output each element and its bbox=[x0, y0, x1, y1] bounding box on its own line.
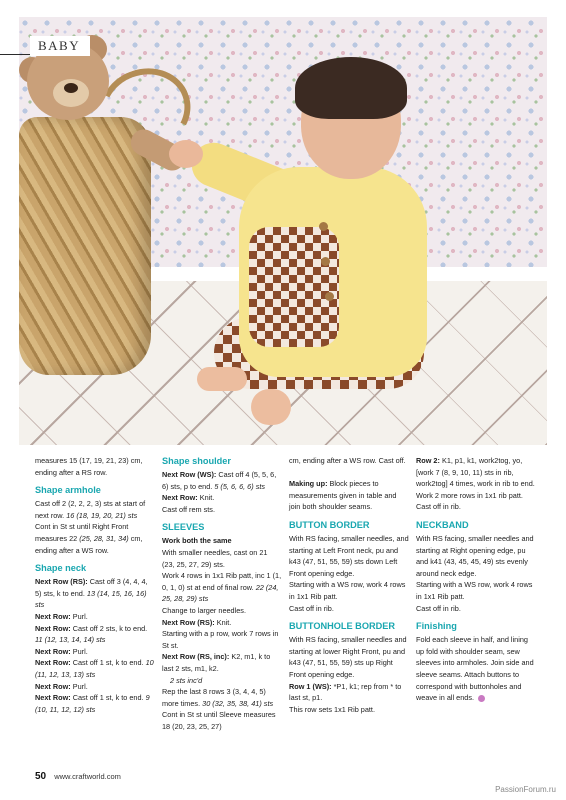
baby-foot bbox=[251, 389, 291, 425]
paragraph: Making up: Block pieces to measurements given in table and join both shoulder seams. bbox=[289, 479, 397, 512]
heading-finishing: Finishing bbox=[416, 621, 457, 632]
paragraph: cm, ending after a WS row. Cast off. bbox=[289, 456, 406, 465]
heading-shape-neck: Shape neck bbox=[35, 563, 87, 574]
page-footer bbox=[35, 771, 121, 782]
paragraph: Fold each sleeve in half, and lining up fold with shoulder seam, sew sleeves into armholes. Join side and sleeve seams. Attach buttons to correspond with buttonholes and weave in all ends. bbox=[416, 635, 534, 703]
paragraph: Cast off rem sts. bbox=[162, 504, 215, 514]
checkered-romper bbox=[249, 227, 339, 347]
paragraph: With smaller needles, cast on 21 (23, 25, 27, 29) sts. bbox=[162, 547, 268, 569]
heading-shape-shoulder: Shape shoulder bbox=[162, 456, 231, 466]
end-bullet-icon bbox=[478, 695, 485, 702]
heading-sleeves: SLEEVES bbox=[162, 522, 205, 533]
instruction-row: Next Row (RS): Knit. bbox=[162, 617, 232, 627]
paragraph: With RS facing, smaller needles and starting at lower Right Front, pu and k43 (47, 51, 55, 59) sts up Right Front opening edge. bbox=[289, 635, 407, 679]
text-column-4 bbox=[416, 455, 536, 704]
paragraph: With RS facing, smaller needles and starting at Right opening edge, pu and k41 (43, 45, 45, 49) sts evenly around neck edge. bbox=[416, 533, 534, 578]
instruction-row: Next Row (WS): Cast off 4 (5, 5, 6, 6) sts, p to end. 5 (5, 6, 6, 6) sts bbox=[162, 470, 277, 491]
baby-hand bbox=[169, 140, 203, 168]
paragraph: Change to larger needles. bbox=[162, 605, 246, 615]
instruction-row: Row 1 (WS): *P1, k1; rep from * to last st, p1. bbox=[289, 681, 402, 703]
paragraph: Cont in St st until Sleeve measures 18 (20, 23, 25, 27) bbox=[162, 710, 276, 731]
baby-foot bbox=[197, 367, 247, 391]
heading-button-border: BUTTON BORDER bbox=[289, 519, 370, 530]
text-column-3 bbox=[289, 455, 409, 715]
watermark: PassionForum.ru bbox=[495, 785, 556, 794]
section-label: BABY bbox=[30, 36, 90, 56]
heading-buttonhole-border: BUTTONHOLE BORDER bbox=[289, 621, 395, 632]
paragraph: Starting with a WS row, work 4 rows in 1x1 Rib patt. bbox=[416, 580, 533, 601]
instruction-row: Row 2: K1, p1, k1, work2tog, yo, [work 7 (8, 9, 10, 11) sts in rib, work2tog] 4 times, work in rib to end. bbox=[416, 456, 535, 489]
paragraph: Cast off in rib. bbox=[289, 603, 334, 613]
instruction-row: Next Row (RS): Cast off 3 (4, 4, 4, 5) sts, k to end. 13 (14, 15, 16, 16) sts bbox=[35, 577, 148, 610]
instruction-row: Next Row: Purl. bbox=[35, 611, 88, 621]
paragraph: measures 15 (17, 19, 21, 23) cm, ending after a RS row. bbox=[35, 456, 143, 477]
instruction-row: Next Row (RS, inc): K2, m1, k to last 2 sts, m1, k2. 2 sts inc'd bbox=[162, 652, 271, 685]
subheading: Work both the same bbox=[162, 536, 232, 546]
paragraph: Starting with a p row, work 7 rows in St st. bbox=[162, 629, 279, 650]
instruction-row: Next Row: Cast off 1 st, k to end. 10 (11, 12, 13, 13) sts bbox=[35, 658, 154, 679]
paragraph: Starting with a WS row, work 4 rows in 1x1 Rib patt. bbox=[289, 580, 406, 601]
paragraph: Work 2 more rows in 1x1 rib patt. bbox=[416, 490, 523, 500]
paragraph: Cast off in rib. bbox=[416, 603, 461, 613]
baby-hair bbox=[295, 57, 407, 119]
paragraph: Cast off 2 (2, 2, 2, 3) sts at start of next row. 16 (18, 19, 20, 21) sts bbox=[35, 499, 146, 520]
instruction-row: Next Row: Knit. bbox=[162, 493, 215, 503]
hero-photo bbox=[19, 17, 547, 445]
website-link[interactable]: www.craftworld.com bbox=[54, 772, 121, 781]
woven-basket bbox=[19, 117, 151, 375]
instruction-row: Next Row: Purl. bbox=[35, 646, 88, 656]
paragraph: Cont in St st until Right Front measures 22 (25, 28, 31, 34) cm, ending after a WS row. bbox=[35, 522, 143, 555]
paragraph: This row sets 1x1 Rib patt. bbox=[289, 704, 375, 714]
teddy-bear-nose bbox=[64, 83, 78, 93]
heading-shape-armhole: Shape armhole bbox=[35, 485, 101, 496]
instruction-row: Next Row: Cast off 1 st, k to end. 9 (10, 11, 12, 12) sts bbox=[35, 693, 150, 714]
instruction-row: Next Row: Purl. bbox=[35, 681, 88, 691]
text-column-1 bbox=[35, 455, 155, 715]
paragraph: Rep the last 8 rows 3 (3, 4, 4, 5) more times. 30 (32, 35, 38, 41) sts bbox=[162, 687, 274, 708]
cardigan-button bbox=[321, 257, 330, 266]
paragraph: With RS facing, smaller needles, and starting at Left Front neck, pu and k43 (47, 51, 55, 59) sts down Left Front opening edge. bbox=[289, 533, 409, 578]
text-column-2 bbox=[162, 455, 282, 732]
cardigan-button bbox=[319, 222, 328, 231]
instruction-row: Next Row: Cast off 2 sts, k to end. 11 (12, 13, 14, 14) sts bbox=[35, 623, 148, 645]
paragraph: Cast off in rib. bbox=[416, 502, 461, 512]
cardigan-button bbox=[325, 292, 334, 301]
heading-neckband: NECKBAND bbox=[416, 519, 469, 530]
page-number: 50 bbox=[35, 771, 47, 782]
paragraph: Work 4 rows in 1x1 Rib patt, inc 1 (1, 0, 1, 0) st at end of final row. 22 (24, 25, 28, 29) sts bbox=[162, 571, 282, 604]
